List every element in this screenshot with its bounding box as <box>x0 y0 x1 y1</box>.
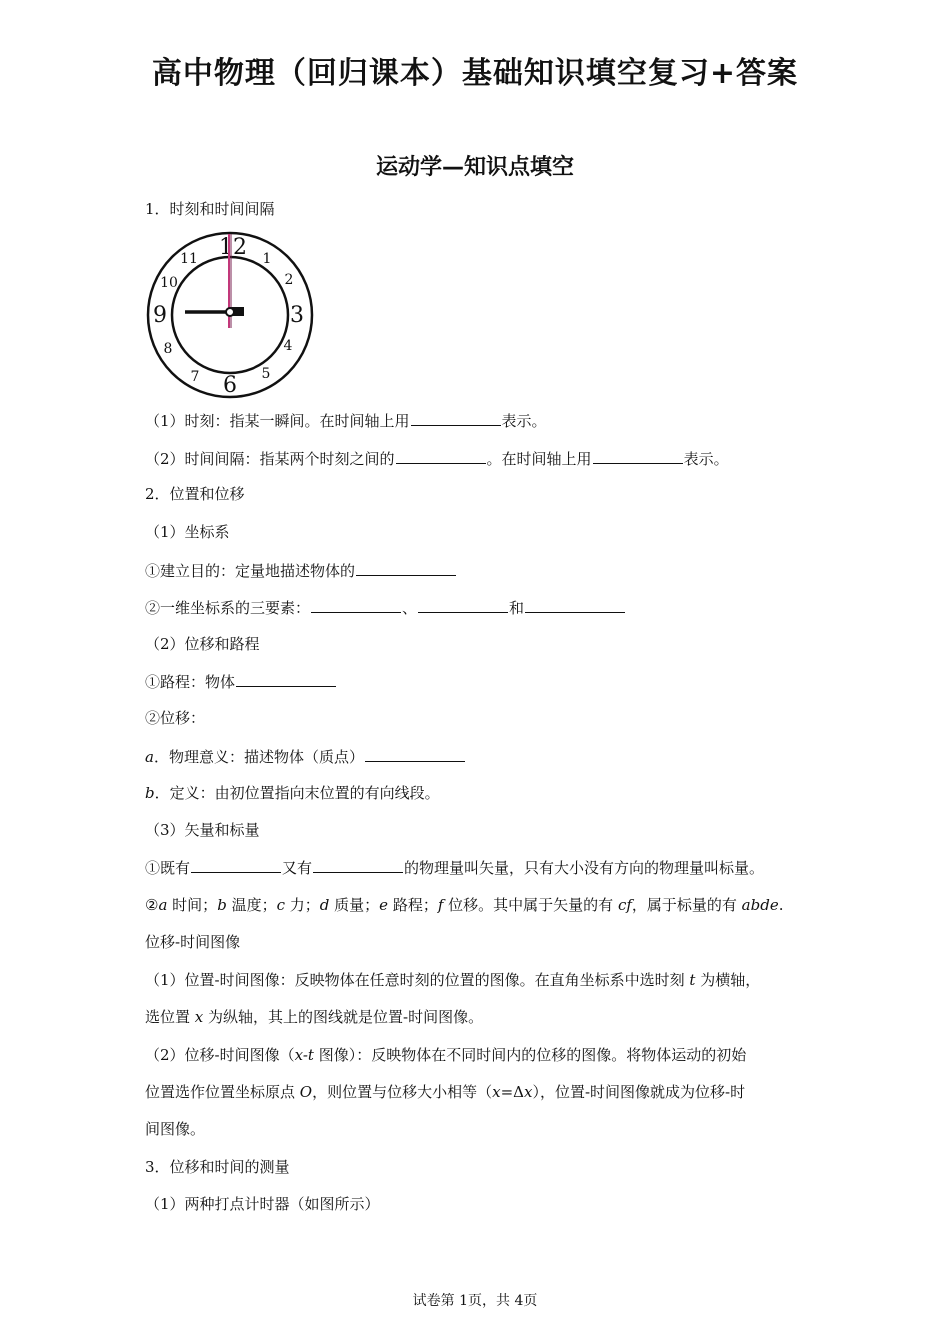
clock-illustration <box>145 230 315 400</box>
clock-number-6: 6 <box>223 373 237 398</box>
interval-line: （2）时间间隔：指某两个时刻之间的 。在时间轴上用 表示。 <box>145 450 729 468</box>
section-title: 运动学—知识点填空 <box>375 155 574 180</box>
coord-system-heading: （1）坐标系 <box>145 523 230 541</box>
xt-heading: 位移-时间图像 <box>145 933 241 951</box>
clock-number-10: 10 <box>160 275 178 291</box>
clock-number-3: 3 <box>290 303 304 328</box>
clock-number-1: 1 <box>262 251 272 267</box>
blank-coord-element-2[interactable] <box>418 597 508 613</box>
timer-line: （1）两种打点计时器（如图所示） <box>145 1195 380 1213</box>
xt-para2-line3: 间图像。 <box>145 1120 206 1138</box>
path-line: ①路程：物体 <box>145 671 337 692</box>
page-footer: 试卷第 1页，共 4页 <box>412 1293 538 1309</box>
displacement-definition-line: b．定义：由初位置指向末位置的有向线段。 <box>145 784 440 802</box>
vector-scalar-heading: （3）矢量和标量 <box>145 821 260 839</box>
blank-coord-element-1[interactable] <box>311 597 401 613</box>
displacement-meaning-line: a．物理意义：描述物体（质点） <box>145 746 466 767</box>
blank-displacement-meaning[interactable] <box>365 746 465 762</box>
xt-para2-line2: 位置选作位置坐标原点 O，则位置与位移大小相等（x=Δx），位置-时间图像就成为位移-时 <box>145 1083 746 1101</box>
moment-line: （1）时刻：指某一瞬间。在时间轴上用 表示。 <box>145 412 547 430</box>
xt-para1-line1: （1）位置-时间图像：反映物体在任意时刻的位置的图像。在直角坐标系中选时刻 t 为横轴， <box>145 971 761 989</box>
vector-definition-line: ①既有 又有 的物理量叫矢量，只有大小没有方向的物理量叫标量。 <box>145 859 765 877</box>
blank-coord-element-3[interactable] <box>525 597 625 613</box>
clock-number-11: 11 <box>180 251 198 267</box>
displacement-label: ②位移： <box>145 709 206 727</box>
vector-example-line: ②a 时间；b 温度；c 力；d 质量；e 路程；f 位移。其中属于矢量的有 cf，属于标量的有 abde. <box>145 896 784 914</box>
clock-number-9: 9 <box>153 303 167 328</box>
clock-number-2: 2 <box>284 272 294 288</box>
clock-number-7: 7 <box>190 369 200 385</box>
clock-number-4: 4 <box>283 338 293 354</box>
blank-interval-1[interactable] <box>396 448 486 464</box>
blank-vector-2[interactable] <box>313 857 403 873</box>
clock-number-8: 8 <box>163 341 173 357</box>
heading-measurement: 3．位移和时间的测量 <box>145 1158 290 1176</box>
blank-moment[interactable] <box>411 410 501 426</box>
displacement-path-heading: （2）位移和路程 <box>145 635 260 653</box>
blank-coord-purpose[interactable] <box>356 560 456 576</box>
heading-moment-interval: 1．时刻和时间间隔 <box>145 200 275 218</box>
clock-number-5: 5 <box>261 366 271 382</box>
blank-path[interactable] <box>236 671 336 687</box>
xt-para1-line2: 选位置 x 为纵轴，其上的图线就是位置-时间图像。 <box>145 1008 484 1026</box>
blank-interval-2[interactable] <box>593 448 683 464</box>
coord-elements-line: ②一维坐标系的三要素： 、 和 <box>145 597 626 618</box>
heading-position-displacement: 2．位置和位移 <box>145 485 245 503</box>
coord-purpose-line: ①建立目的：定量地描述物体的 <box>145 560 457 581</box>
xt-para2-line1: （2）位移-时间图像（x-t 图像）：反映物体在不同时间内的位移的图像。将物体运动的初始 <box>145 1046 747 1064</box>
clock-number-12: 12 <box>219 235 247 260</box>
page-title: 高中物理（回归课本）基础知识填空复习+答案 <box>151 56 799 91</box>
blank-vector-1[interactable] <box>191 857 281 873</box>
